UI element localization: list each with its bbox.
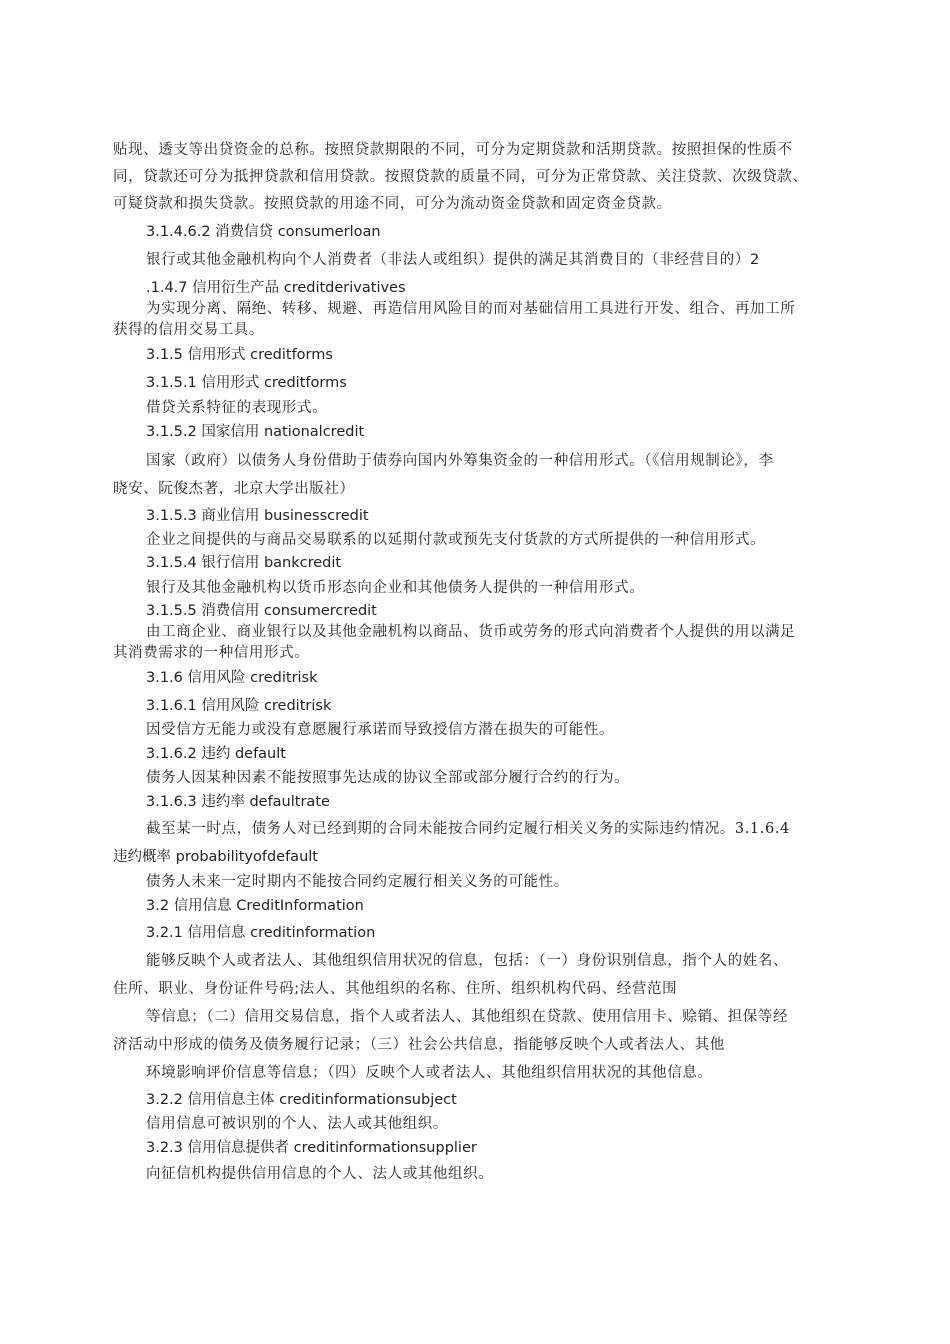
paragraph-line: 能够反映个人或者法人、其他组织信用状况的信息，包括：（一）身份识别信息，指个人的姓名、 (146, 953, 789, 969)
section-heading: 3.1.5.1 信用形式 creditforms (146, 375, 347, 391)
paragraph-line: 国家（政府）以债务人身份借助于债券向国内外筹集资金的一种信用形式。（《信用规制论》，李 (146, 453, 774, 469)
section-heading: 3.1.6.3 违约率 defaultrate (146, 794, 330, 810)
section-heading: 3.2 信用信息 CreditInformation (146, 898, 364, 914)
paragraph-line: 可疑贷款和损失贷款。按照贷款的用途不同，可分为流动资金贷款和固定资金贷款。 (113, 196, 672, 212)
paragraph-line: 获得的信用交易工具。 (113, 322, 264, 338)
section-heading: .1.4.7 信用衍生产品 creditderivatives (146, 280, 406, 296)
paragraph-line: 截至某一时点，债务人对已经到期的合同未能按合同约定履行相关义务的实际违约情况。3.1.6.4 (146, 821, 790, 837)
paragraph-line: 由工商企业、商业银行以及其他金融机构以商品、货币或劳务的形式向消费者个人提供的用以满足 (146, 624, 796, 640)
section-heading: 3.2.2 信用信息主体 creditinformationsubject (146, 1092, 457, 1108)
section-heading: 3.1.5.2 国家信用 nationalcredit (146, 424, 365, 440)
section-heading: 3.1.5.5 消费信用 consumercredit (146, 603, 377, 619)
paragraph-line: 债务人未来一定时期内不能按合同约定履行相关义务的可能性。 (146, 874, 569, 890)
paragraph-line: 因受信方无能力或没有意愿履行承诺而导致授信方潜在损失的可能性。 (146, 722, 615, 738)
section-heading: 3.2.3 信用信息提供者 creditinformationsupplier (146, 1140, 477, 1156)
paragraph-line: 其消费需求的一种信用形式。 (113, 645, 310, 661)
paragraph-line: 为实现分离、隔绝、转移、规避、再造信用风险目的而对基础信用工具进行开发、组合、再加工所 (146, 301, 796, 317)
paragraph-line: 企业之间提供的与商品交易联系的以延期付款或预先支付货款的方式所提供的一种信用形式。 (146, 532, 766, 548)
section-heading: 3.1.5 信用形式 creditforms (146, 347, 333, 363)
paragraph-line: 住所、职业、身份证件号码;法人、其他组织的名称、住所、组织机构代码、经营范围 (113, 981, 678, 997)
section-heading: 3.2.1 信用信息 creditinformation (146, 925, 376, 941)
paragraph-line: 银行及其他金融机构以货币形态向企业和其他债务人提供的一种信用形式。 (146, 580, 645, 596)
paragraph-line: 济活动中形成的债务及债务履行记录；（三）社会公共信息，指能够反映个人或者法人、其他 (113, 1037, 725, 1053)
paragraph-line: 向征信机构提供信用信息的个人、法人或其他组织。 (146, 1166, 494, 1182)
paragraph-line: 借贷关系特征的表现形式。 (146, 400, 328, 416)
section-heading: 3.1.4.6.2 消费信贷 consumerloan (146, 224, 381, 240)
paragraph-line: 晓安、阮俊杰著，北京大学出版社） (113, 481, 355, 497)
section-heading: 3.1.6.1 信用风险 creditrisk (146, 698, 332, 714)
section-heading: 3.1.5.3 商业信用 businesscredit (146, 508, 369, 524)
paragraph-line: 信用信息可被识别的个人、法人或其他组织。 (146, 1116, 448, 1132)
section-heading: 3.1.6.2 违约 default (146, 746, 286, 762)
paragraph-line: 贴现、透支等出贷资金的总称。按照贷款期限的不同，可分为定期贷款和活期贷款。按照担保的性质不 (113, 142, 793, 158)
paragraph-line: 环境影响评价信息等信息；（四）反映个人或者法人、其他组织信用状况的其他信息。 (146, 1065, 713, 1081)
paragraph-line: 同，贷款还可分为抵押贷款和信用贷款。按照贷款的质量不同，可分为正常贷款、关注贷款、次级贷款、 (113, 169, 808, 185)
paragraph-line: 等信息；（二）信用交易信息，指个人或者法人、其他组织在贷款、使用信用卡、赊销、担保等经 (146, 1009, 789, 1025)
section-heading: 3.1.5.4 银行信用 bankcredit (146, 555, 342, 571)
section-heading: 违约概率 probabilityofdefault (113, 849, 318, 865)
paragraph-line: 银行或其他金融机构向个人消费者（非法人或组织）提供的满足其消费目的（非经营目的）2 (146, 252, 760, 268)
section-heading: 3.1.6 信用风险 creditrisk (146, 670, 318, 686)
paragraph-line: 债务人因某种因素不能按照事先达成的协议全部或部分履行合约的行为。 (146, 770, 630, 786)
